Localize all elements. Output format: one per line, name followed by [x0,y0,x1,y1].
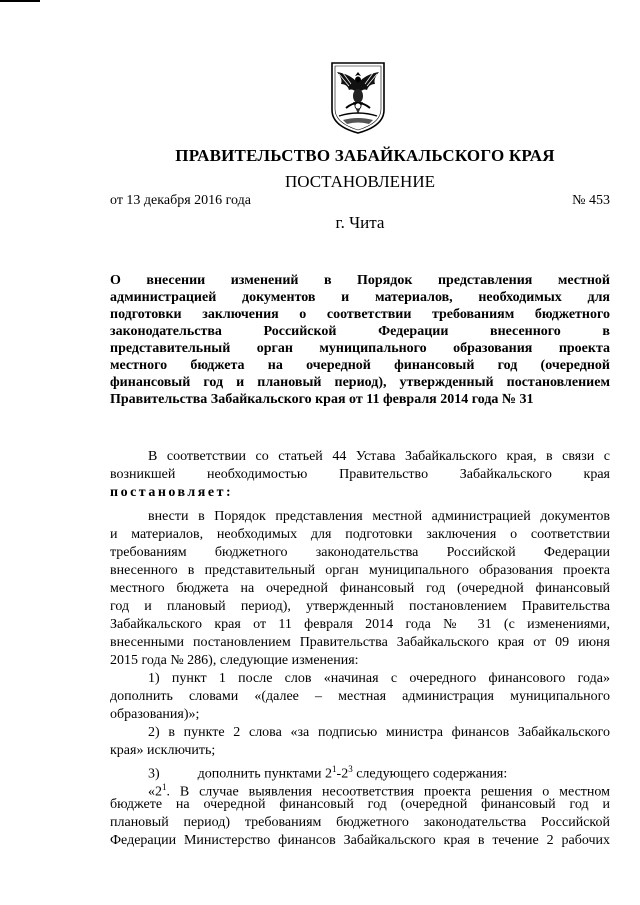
body-line: 2015 года № 286), следующие изменения: [110,653,359,668]
document-date: от 13 декабря 2016 года [110,193,251,208]
body-line: внесенного в представительный орган муниципального образования проекта [110,563,610,578]
body-line: бюджете на очередной финансовый год (очередной финансовый год и [110,797,610,812]
document-subject [110,272,610,408]
clause-text: . В случае выявления несоответствия проекта решения о местном [166,784,610,800]
subject-line: Правительства Забайкальского края от 11 февраля 2014 года № 31 [110,392,534,407]
list-item-2: 2) в пункте 2 слова «за подписью министра финансов Забайкальского [148,725,610,740]
government-title: ПРАВИТЕЛЬСТВО ЗАБАЙКАЛЬСКОГО КРАЯ [175,146,555,165]
body-line: возникшей необходимостью Правительство Забайкальского края [110,467,610,482]
subject-line: администрацией документов и материалов, необходимых для [110,290,610,305]
body-line: В соответствии со статьей 44 Устава Забайкальского края, в связи с [148,449,610,464]
list-item-3 [110,760,610,782]
subject-line: подготовки заключения о соответствии требованиям бюджетного [110,307,610,322]
body-line: плановый период) требованиям бюджетного законодательства Российской [110,815,610,830]
list-item-3-tail: следующего содержания: [352,766,508,782]
superscript: 3 [348,764,353,774]
document-type: ПОСТАНОВЛЕНИЕ [284,172,435,191]
coat-of-arms-emblem [329,60,387,136]
list-item-3-range: -2 [336,766,349,782]
body-line: дополнить словами «(далее – местная администрация муниципального [110,689,610,704]
body-line: образования)»; [110,707,200,722]
body-line: год и плановый период), утвержденный постановлением Правительства [110,599,610,614]
superscript: 1 [162,782,167,792]
preamble-paragraph [110,448,610,502]
subject-line: местного бюджета на очередной финансовый год (очередной [110,358,610,373]
subject-line: О внесении изменений в Порядок представления местной [110,273,610,288]
body-line: местного бюджета на очередной финансовый год (очередной финансовый [110,581,610,596]
body-line: Забайкальского края от 11 февраля 2014 года № 31 (с изменениями, [110,617,610,632]
document-number: № 453 [572,193,610,208]
body-line: внесенными постановлением Правительства Забайкальского края от 09 июня [110,635,610,650]
scan-corner-mark [0,0,40,2]
quoted-clause [110,778,610,800]
body-line: Федерации Министерство финансов Забайкальского края в течение 2 рабочих [110,833,610,848]
body-line: внести в Порядок представления местной администрацией документов [148,509,610,524]
body-line: и материалов, необходимых для подготовки заключения о соответствии [110,527,610,542]
list-item-3-number: 3) [148,766,160,782]
body-line: края» исключить; [110,743,216,758]
subject-line: законодательства Российской Федерации внесенного в [110,324,610,339]
subject-line: представительный орган муниципального образования проекта [110,341,610,356]
document-city: г. Чита [335,213,385,232]
superscript: 1 [332,764,337,774]
body-line: требованиям бюджетного законодательства Российской Федерации [110,545,610,560]
list-item-3-text: дополнить пунктами 2 [197,766,333,782]
subject-line: финансовый год и плановый период), утвержденный постановлением [110,375,610,390]
clause-number: «2 [148,784,162,800]
list-item-1: 1) пункт 1 после слов «начиная с очередного финансового года» [148,671,610,686]
body-text [110,508,610,850]
resolves-keyword: постановляет: [110,485,234,500]
